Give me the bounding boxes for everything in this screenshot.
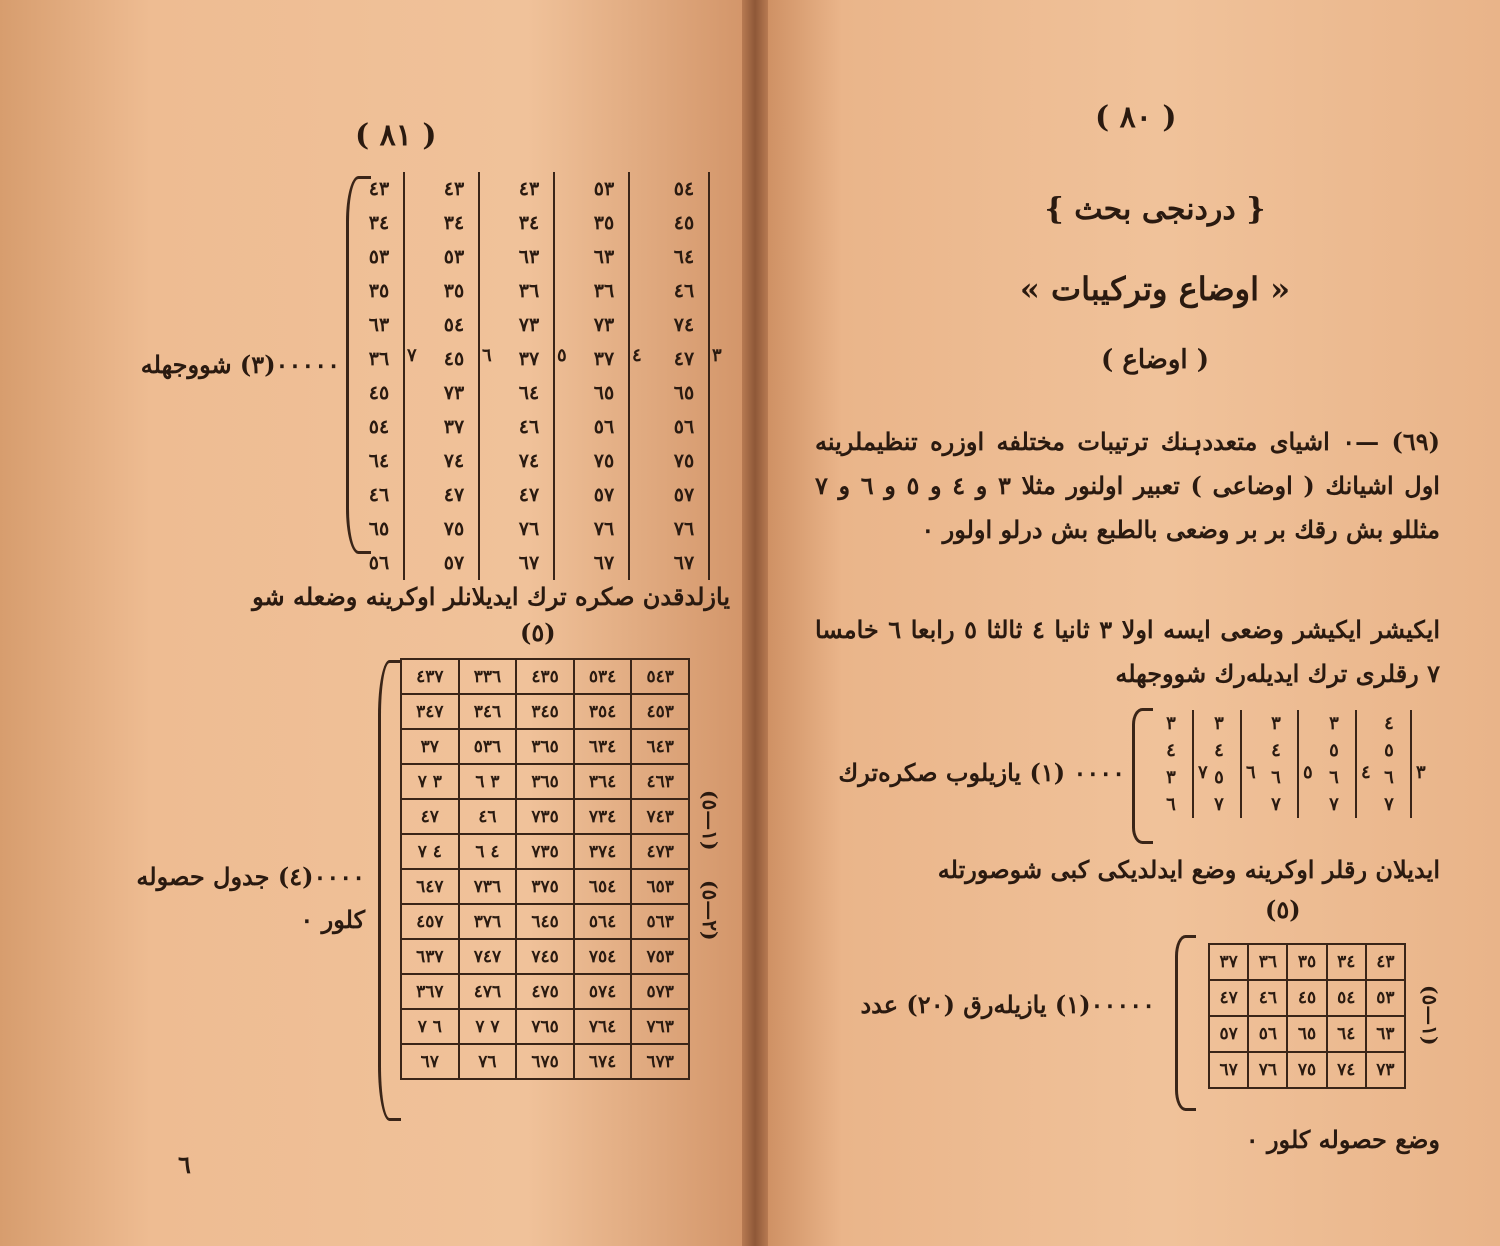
table-cell: ٦ ٧ [401,1009,459,1044]
table-cell: ٦٤٧ [401,869,459,904]
column-cell: ٥٤ [443,314,465,336]
table-row [401,834,689,869]
column-omitted-digit: ٣ [712,345,722,366]
small-column [1255,710,1299,818]
table-cell: ٧٦٣ [631,1009,689,1044]
table-cell: ٧٣ [1366,1052,1405,1088]
small-column-cell: ٦ [1271,767,1281,788]
paragraph-two-by-two: ایکیشر ایکیشر وضعی ایسه اولا ٣ ثانیا ٤ ثالثا ٥ رابعا ٦ خامسا ٧ رقلری ترك ایدیله‌رك شووجهله [815,615,1440,688]
column-cell: ٣٧ [518,348,540,370]
table-cell: ٥٦٣ [631,904,689,939]
table-cell: ٣٦ [1248,944,1287,980]
table-cell: ٧٤٣ [631,799,689,834]
paragraph-69: (٦٩) —۰ اشیای متعددہنك ترتیبات مختلفه اوزره تنظیملرینه اول اشیانك ( اوضاعی ) تعبیر اولنور مثلا ٣ و ٤ و ٥ و ٦ و ٧ مثللو بش رقك بر بر وضعی بالطبع بش درلو اولور ۰ [815,427,1440,544]
small-column-omitted-digit: ٧ [1198,762,1208,783]
table-cell: ٣٧ [1209,944,1248,980]
column-cell: ٣٤ [518,212,540,234]
column-cell: ٧٥ [443,518,465,540]
column-omitted-digit: ٤ [632,345,642,366]
small-column-omitted-digit: ٣ [1416,762,1426,783]
table-row [1209,980,1405,1016]
table-row [401,799,689,834]
table-cell: ٣٤٦ [459,694,517,729]
column-cell: ٣٤ [443,212,465,234]
column-cell: ٥٧ [673,484,695,506]
small-column-cell: ٣ [1329,713,1339,734]
table-row [401,974,689,1009]
page-number-80: ( ٨٠ ) [1095,100,1177,135]
column-cell: ٤٧ [518,484,540,506]
column-cell: ٣٧ [443,416,465,438]
book-spine [742,0,768,1246]
permutation-table-60 [400,658,690,1080]
table-cell: ٣٦٤ [574,764,632,799]
table-cell: ٣ ٦ [459,764,517,799]
table-cell: ٤٦ [1248,980,1287,1016]
table-cell: ٣٣٦ [459,659,517,694]
footer-signature-mark: ٦ [178,1150,191,1179]
table-cell: ٧٣٥ [516,799,574,834]
column-cell: ٤٧ [673,348,695,370]
small-column-cell: ٣ [1166,713,1176,734]
table-cell: ٤٦ [459,799,517,834]
table-row [401,939,689,974]
table-cell: ٥٤ [1327,980,1366,1016]
table-cell: ٧٥ [1287,1052,1326,1088]
small-column [1313,710,1357,818]
column-cell: ٥٦ [368,552,390,574]
small-column-cell: ٤ [1214,740,1224,761]
small-column-cell: ٧ [1271,794,1281,815]
column-cell: ٤٦ [518,416,540,438]
table-row [401,1044,689,1079]
small-columns-brace [1132,708,1153,844]
table-cell: ٧٦٥ [516,1009,574,1044]
table-row [401,1009,689,1044]
table-cell: ٤٥ [1287,980,1326,1016]
column-cell: ٥٣ [443,246,465,268]
table-cell: ٥٧٣ [631,974,689,1009]
small-column-cell: ٥ [1384,740,1394,761]
column-cell: ٧٦ [673,518,695,540]
table-cell: ٦٤ [1327,1016,1366,1052]
table-cell: ٦٣ [1366,1016,1405,1052]
table-cell: ٦٤٥ [516,904,574,939]
table-cell: ٦٥٤ [574,869,632,904]
table-cell: ٤٣٧ [401,659,459,694]
small-column-cell: ٧ [1214,794,1224,815]
table-cell: ٦٧ [401,1044,459,1079]
table-cell: ٣٥ [1287,944,1326,980]
table-cell: ٦٤٣ [631,729,689,764]
table-cell: ٣٧٦ [459,904,517,939]
table-cell: ٣٧٤ [574,834,632,869]
table-brace-left [378,660,401,1121]
small-column-cell: ٦ [1384,767,1394,788]
column-cell: ٤٥ [673,212,695,234]
table-cell: ٣٥٤ [574,694,632,729]
side-label-1: (١—٥) [698,790,722,851]
table-cell: ٦٥ [1287,1016,1326,1052]
column-cell: ٥٧ [443,552,465,574]
small-column-cell: ٥ [1329,740,1339,761]
table-cell: ٣٤٧ [401,694,459,729]
table-cell: ٤٣٥ [516,659,574,694]
column-cell: ٧٣ [443,382,465,404]
table-cell: ٧ ٧ [459,1009,517,1044]
table-cell: ٧٦٤ [574,1009,632,1044]
column-cell: ٤٥ [368,382,390,404]
column-cell: ٤٣ [368,178,390,200]
table-cell: ٥٤٣ [631,659,689,694]
table-cell: ٥٧ [1209,1016,1248,1052]
table-cell: ٤٧٥ [516,974,574,1009]
small-column-cell: ٤ [1384,713,1394,734]
table-cell: ٣٦٧ [401,974,459,1009]
small-column-omitted-digit: ٥ [1303,762,1313,783]
column-cell: ٦٥ [593,382,615,404]
column-cell: ٦٤ [673,246,695,268]
table-cell: ٥٣٦ [459,729,517,764]
section-title: « اوضاع وترکیبات » [1019,270,1291,308]
small-column-cell: ٣ [1271,713,1281,734]
side-label-2: (٢—٥) [698,880,722,941]
table-row [1209,944,1405,980]
table-cell: ٣٤٥ [516,694,574,729]
formula-3: ۰۰۰۰۰(٣) شووجهله [140,350,340,379]
column-cell: ٦٥ [368,518,390,540]
table-cell: ٣٦٥ [516,764,574,799]
table-cell: ٦٧٤ [574,1044,632,1079]
table-cell: ٧٣٤ [574,799,632,834]
column-omitted-digit: ٥ [557,345,567,366]
permutation-column [505,172,555,580]
small-column [1368,710,1412,818]
small-column-omitted-digit: ٤ [1361,762,1371,783]
small-column-cell: ٦ [1329,767,1339,788]
column-cell: ٥٦ [593,416,615,438]
permutation-column [660,172,710,580]
column-cell: ٤٦ [368,484,390,506]
table-row [401,694,689,729]
subsection-title: ( اوضاع ) [1101,345,1209,375]
table-cell: ٤٧٦ [459,974,517,1009]
column-cell: ٥٤ [673,178,695,200]
column-cell: ٧٣ [593,314,615,336]
small-column-cell: ٥ [1214,767,1224,788]
sentence-left: یازلدقدن صکره ترك ایدیلانلر اوکرینه وضعله شو [252,582,730,611]
permutation-column [430,172,480,580]
small-column-cell: ٤ [1271,740,1281,761]
small-column-cell: ٦ [1166,794,1176,815]
table-cell: ٧٦ [1248,1052,1287,1088]
column-cell: ٤٧ [443,484,465,506]
table-cell: ٥٧٤ [574,974,632,1009]
column-cell: ٥٧ [593,484,615,506]
formula-1: ۰۰۰۰ (١) یازیلوب صکره‌ترك [838,758,1125,787]
table-cell: ٤٧ [1209,980,1248,1016]
table-row [1209,1016,1405,1052]
closing-line: وضع حصوله کلور ۰ [1245,1125,1440,1154]
formula-4-cont: کلور ۰ [300,905,365,934]
table-cell: ٣ ٧ [401,764,459,799]
permutation-column [580,172,630,580]
table-cell: ٦٣٧ [401,939,459,974]
table-cell: ٣٧٥ [516,869,574,904]
column-cell: ٧٥ [673,450,695,472]
table-row [401,869,689,904]
column-cell: ٣٤ [368,212,390,234]
column-cell: ٤٦ [673,280,695,302]
column-cell: ٥٦ [673,416,695,438]
column-cell: ٧٥ [593,450,615,472]
column-cell: ٧٤ [518,450,540,472]
table-cell: ٧٣٦ [459,869,517,904]
table-row [401,904,689,939]
table-label-left: (٥) [520,618,556,647]
column-brace [346,176,371,554]
small-column-cell: ٧ [1329,794,1339,815]
table-cell: ٦٧ [1209,1052,1248,1088]
permutation-table-20 [1208,943,1406,1089]
table-cell: ٤ ٦ [459,834,517,869]
table-cell: ٧٦ [459,1044,517,1079]
table-row [401,764,689,799]
table-cell: ٦٥٣ [631,869,689,904]
column-cell: ٧٣ [518,314,540,336]
column-cell: ٦٧ [673,552,695,574]
table-cell: ٧٥٣ [631,939,689,974]
column-cell: ٦٤ [518,382,540,404]
table-cell: ٣٤ [1327,944,1366,980]
table-cell: ٥٣٤ [574,659,632,694]
column-cell: ٣٥ [443,280,465,302]
column-cell: ٧٤ [673,314,695,336]
column-omitted-digit: ٦ [482,345,492,366]
sentence-right: ایدیلان رقلر اوکرینه وضع ایدلدیکی کبی شوصورتله [937,855,1440,884]
column-cell: ٦٧ [593,552,615,574]
table-cell: ٦٧٣ [631,1044,689,1079]
table-cell: ٥٦ [1248,1016,1287,1052]
table-cell: ٥٣ [1366,980,1405,1016]
table-cell: ٧٤٥ [516,939,574,974]
table-cell: ٤ ٧ [401,834,459,869]
column-cell: ٥٣ [593,178,615,200]
column-cell: ٦٧ [518,552,540,574]
column-cell: ٣٧ [593,348,615,370]
column-cell: ٣٥ [593,212,615,234]
column-cell: ٧٦ [518,518,540,540]
table-cell: ٤٦٣ [631,764,689,799]
table-cell: ٧٥٤ [574,939,632,974]
column-cell: ٤٥ [443,348,465,370]
table-cell: ٥٦٤ [574,904,632,939]
table-cell: ٣٧ [401,729,459,764]
table-cell: ٦٣٤ [574,729,632,764]
column-cell: ٣٦ [518,280,540,302]
small-column-omitted-digit: ٦ [1246,762,1256,783]
column-cell: ٧٦ [593,518,615,540]
table-cell: ٤٥٧ [401,904,459,939]
column-cell: ٦٥ [673,382,695,404]
column-cell: ٤٣ [518,178,540,200]
table-row [401,659,689,694]
table-cell: ٣٦٥ [516,729,574,764]
column-cell: ٣٥ [368,280,390,302]
side-label-right: (١—٥) [1418,985,1442,1046]
small-column-cell: ٤ [1166,740,1176,761]
column-cell: ٤٣ [443,178,465,200]
table-row [401,729,689,764]
table-cell: ٤٧٣ [631,834,689,869]
column-cell: ٥٣ [368,246,390,268]
table-cell: ٤٣ [1366,944,1405,980]
formula-20: ۰۰۰۰۰(١) یازیله‌رق (٢٠) عدد [860,990,1155,1019]
column-cell: ٦٣ [518,246,540,268]
table-cell: ٧٤ [1327,1052,1366,1088]
small-column-cell: ٣ [1214,713,1224,734]
column-cell: ٣٦ [593,280,615,302]
column-cell: ٦٤ [368,450,390,472]
formula-4: ۰۰۰۰(٤) جدول حصوله [136,862,365,891]
column-cell: ٦٣ [593,246,615,268]
table-cell: ٦٧٥ [516,1044,574,1079]
column-cell: ٥٤ [368,416,390,438]
table-row [1209,1052,1405,1088]
column-omitted-digit: ٧ [407,345,417,366]
table-cell: ٤٧ [401,799,459,834]
column-cell: ٦٣ [368,314,390,336]
chapter-title: { دردنجی بحث } [1044,192,1266,227]
table-cell: ٧٣٥ [516,834,574,869]
small-column [1150,710,1194,818]
page-number-81: ( ٨١ ) [355,118,437,153]
table-cell: ٤٥٣ [631,694,689,729]
table-label-right: (٥) [1265,895,1301,924]
small-column-cell: ٧ [1384,794,1394,815]
small-column-cell: ٣ [1166,767,1176,788]
column-cell: ٣٦ [368,348,390,370]
table-cell: ٧٤٧ [459,939,517,974]
table-brace-right [1175,935,1196,1111]
column-cell: ٧٤ [443,450,465,472]
